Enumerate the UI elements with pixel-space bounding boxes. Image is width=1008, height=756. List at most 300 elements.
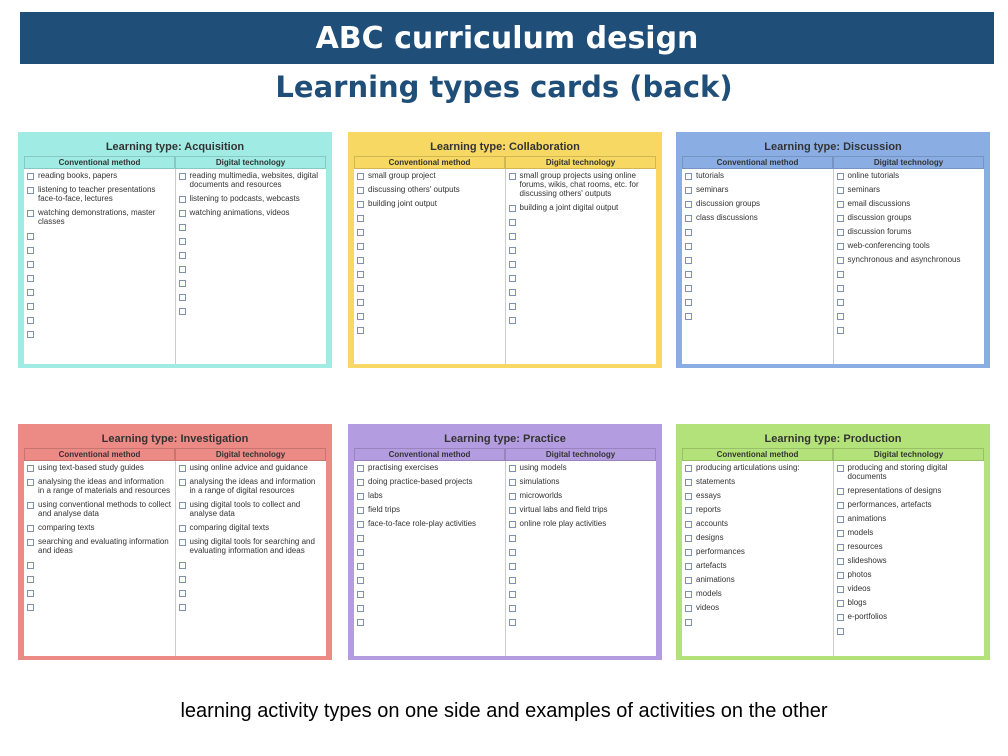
card-title: Learning type: Collaboration <box>430 141 580 153</box>
card-discussion <box>676 132 990 368</box>
list-item-label: comparing digital texts <box>189 523 270 532</box>
list-item-label: discussion groups <box>696 199 761 208</box>
checkbox-icon <box>357 507 364 514</box>
list-item-label: reading multimedia, websites, digital documents and resources <box>189 171 319 189</box>
list-item <box>179 560 324 569</box>
checkbox-icon <box>685 563 692 570</box>
list-item <box>509 171 654 198</box>
checkbox-icon <box>179 308 186 315</box>
checkbox-icon <box>27 317 34 324</box>
list-item <box>685 463 830 472</box>
list-item <box>27 500 172 518</box>
list-item-label: class discussions <box>696 213 758 222</box>
list-item <box>27 208 172 226</box>
list-item <box>179 236 324 245</box>
list-item <box>357 199 502 208</box>
checkbox-icon <box>357 549 364 556</box>
list-item-label: animations <box>696 575 735 584</box>
checkbox-icon <box>27 289 34 296</box>
checkbox-icon <box>685 201 692 208</box>
list-item <box>179 537 324 555</box>
list-item-label: web-conferencing tools <box>847 241 930 250</box>
list-item <box>837 584 982 593</box>
checkbox-icon <box>179 252 186 259</box>
list-item-label: discussion forums <box>847 227 912 236</box>
card-columns <box>682 461 984 656</box>
checkbox-icon <box>357 619 364 626</box>
list-item-label: seminars <box>847 185 880 194</box>
list-item <box>357 491 502 500</box>
list-item-label: virtual labs and field trips <box>519 505 608 514</box>
checkbox-icon <box>179 173 186 180</box>
checkbox-icon <box>179 576 186 583</box>
list-item <box>357 589 502 598</box>
list-item <box>685 311 830 320</box>
list-item <box>357 213 502 222</box>
digital-technology-list <box>176 169 327 364</box>
checkbox-icon <box>27 261 34 268</box>
list-item-label: listening to teacher presentations face-to-face, lectures <box>38 185 156 203</box>
checkbox-icon <box>509 493 516 500</box>
list-item <box>27 259 172 268</box>
card-investigation <box>18 424 332 660</box>
checkbox-icon <box>179 196 186 203</box>
list-item-label: resources <box>847 542 883 551</box>
conventional-method-list <box>24 461 176 656</box>
list-item <box>685 547 830 556</box>
card-collaboration <box>348 132 662 368</box>
list-item <box>509 231 654 240</box>
list-item-label: discussing others' outputs <box>368 185 460 194</box>
checkbox-icon <box>357 563 364 570</box>
checkbox-icon <box>27 275 34 282</box>
checkbox-icon <box>179 294 186 301</box>
list-item <box>685 269 830 278</box>
checkbox-icon <box>357 201 364 208</box>
list-item-label: discussion groups <box>847 213 912 222</box>
checkbox-icon <box>685 313 692 320</box>
list-item <box>685 505 830 514</box>
checkbox-icon <box>357 521 364 528</box>
checkbox-icon <box>685 619 692 626</box>
list-item-label: microworlds <box>519 491 563 500</box>
card-title: Learning type: Practice <box>444 433 566 445</box>
list-item <box>179 264 324 273</box>
conventional-method-header: Conventional method <box>354 448 505 461</box>
list-item <box>27 171 172 180</box>
footer-caption: learning activity types on one side and examples of activities on the other <box>180 700 828 722</box>
list-item <box>837 528 982 537</box>
checkbox-icon <box>27 604 34 611</box>
checkbox-icon <box>837 628 844 635</box>
list-item <box>357 533 502 542</box>
list-item-label: photos <box>847 570 872 579</box>
list-item <box>179 278 324 287</box>
list-item <box>357 227 502 236</box>
checkbox-icon <box>837 299 844 306</box>
list-item <box>357 325 502 334</box>
list-item <box>27 245 172 254</box>
list-item <box>179 250 324 259</box>
list-item <box>685 199 830 208</box>
list-item <box>179 574 324 583</box>
checkbox-icon <box>179 539 186 546</box>
list-item <box>837 213 982 222</box>
conventional-method-list <box>682 169 834 364</box>
list-item-label: face-to-face role-play activities <box>368 519 477 528</box>
list-item-label: performances, artefacts <box>847 500 932 509</box>
digital-technology-header: Digital technology <box>833 156 984 169</box>
list-item-label: animations <box>847 514 887 523</box>
list-item <box>837 255 982 264</box>
list-item <box>357 171 502 180</box>
list-item-label: small group projects using online forums, wikis, chat rooms, etc. for discussing others' outputs <box>519 171 639 198</box>
list-item-label: e-portfolios <box>847 612 888 621</box>
checkbox-icon <box>685 521 692 528</box>
list-item-label: using online advice and guidance <box>189 463 308 472</box>
list-item <box>837 325 982 334</box>
checkbox-icon <box>685 187 692 194</box>
list-item <box>179 463 324 472</box>
list-item <box>685 185 830 194</box>
checkbox-icon <box>27 331 34 338</box>
checkbox-icon <box>837 488 844 495</box>
digital-technology-header: Digital technology <box>175 156 326 169</box>
checkbox-icon <box>357 229 364 236</box>
list-item-label: blogs <box>847 598 867 607</box>
checkbox-icon <box>685 257 692 264</box>
list-item <box>509 491 654 500</box>
list-item <box>837 283 982 292</box>
checkbox-icon <box>27 303 34 310</box>
checkbox-icon <box>357 591 364 598</box>
list-item <box>837 542 982 551</box>
checkbox-icon <box>357 173 364 180</box>
list-item <box>685 575 830 584</box>
checkbox-icon <box>179 525 186 532</box>
list-item-label: statements <box>696 477 736 486</box>
list-item <box>509 287 654 296</box>
list-item <box>685 477 830 486</box>
list-item <box>179 523 324 532</box>
checkbox-icon <box>837 558 844 565</box>
list-item <box>179 292 324 301</box>
digital-technology-header: Digital technology <box>833 448 984 461</box>
list-item <box>357 311 502 320</box>
checkbox-icon <box>27 173 34 180</box>
checkbox-icon <box>509 549 516 556</box>
checkbox-icon <box>685 285 692 292</box>
list-item <box>509 617 654 626</box>
list-item <box>509 203 654 212</box>
checkbox-icon <box>685 493 692 500</box>
list-item <box>27 523 172 532</box>
checkbox-icon <box>179 224 186 231</box>
list-item <box>685 283 830 292</box>
checkbox-icon <box>27 210 34 217</box>
checkbox-icon <box>27 590 34 597</box>
list-item-label: accounts <box>696 519 729 528</box>
list-item <box>179 306 324 315</box>
list-item <box>509 547 654 556</box>
list-item <box>509 533 654 542</box>
list-item <box>357 547 502 556</box>
checkbox-icon <box>509 233 516 240</box>
list-item <box>357 463 502 472</box>
list-item-label: email discussions <box>847 199 911 208</box>
checkbox-icon <box>357 243 364 250</box>
list-item-label: practising exercises <box>368 463 439 472</box>
list-item <box>509 505 654 514</box>
checkbox-icon <box>357 493 364 500</box>
title-bar <box>20 12 994 64</box>
list-item-label: models <box>847 528 874 537</box>
list-item <box>357 617 502 626</box>
checkbox-icon <box>685 229 692 236</box>
checkbox-icon <box>179 465 186 472</box>
list-item-label: tutorials <box>696 171 725 180</box>
list-item <box>685 617 830 626</box>
checkbox-icon <box>509 507 516 514</box>
checkbox-icon <box>27 465 34 472</box>
list-item-label: doing practice-based projects <box>368 477 473 486</box>
list-item-label: synchronous and asynchronous <box>847 255 961 264</box>
list-item <box>357 297 502 306</box>
checkbox-icon <box>27 562 34 569</box>
conventional-method-list <box>682 461 834 656</box>
list-item <box>837 626 982 635</box>
checkbox-icon <box>509 591 516 598</box>
list-item <box>837 598 982 607</box>
checkbox-icon <box>179 479 186 486</box>
checkbox-icon <box>27 576 34 583</box>
checkbox-icon <box>357 257 364 264</box>
checkbox-icon <box>357 271 364 278</box>
list-item <box>27 287 172 296</box>
list-item <box>837 556 982 565</box>
list-item <box>27 477 172 495</box>
conventional-method-header: Conventional method <box>354 156 505 169</box>
card-columns <box>24 169 326 364</box>
checkbox-icon <box>509 275 516 282</box>
card-columns <box>354 461 656 656</box>
list-item <box>179 602 324 611</box>
checkbox-icon <box>685 271 692 278</box>
list-item <box>685 519 830 528</box>
card-columns <box>24 461 326 656</box>
list-item-label: online role play activities <box>519 519 607 528</box>
checkbox-icon <box>837 572 844 579</box>
list-item <box>509 589 654 598</box>
list-item-label: comparing texts <box>38 523 95 532</box>
checkbox-icon <box>179 590 186 597</box>
digital-technology-header: Digital technology <box>505 448 656 461</box>
conventional-method-list <box>354 169 506 364</box>
checkbox-icon <box>685 479 692 486</box>
checkbox-icon <box>509 247 516 254</box>
conventional-method-list <box>354 461 506 656</box>
checkbox-icon <box>357 535 364 542</box>
list-item <box>27 329 172 338</box>
checkbox-icon <box>685 549 692 556</box>
list-item-label: analysing the ideas and information in a range of materials and resources <box>38 477 171 495</box>
list-item <box>509 259 654 268</box>
list-item <box>357 283 502 292</box>
list-item <box>837 185 982 194</box>
list-item-label: artefacts <box>696 561 727 570</box>
checkbox-icon <box>685 243 692 250</box>
list-item <box>27 301 172 310</box>
checkbox-icon <box>179 210 186 217</box>
digital-technology-list <box>176 461 327 656</box>
list-item <box>837 171 982 180</box>
list-item <box>357 477 502 486</box>
list-item <box>509 477 654 486</box>
checkbox-icon <box>837 586 844 593</box>
checkbox-icon <box>27 502 34 509</box>
list-item-label: small group project <box>368 171 436 180</box>
checkbox-icon <box>837 465 844 472</box>
checkbox-icon <box>27 187 34 194</box>
checkbox-icon <box>509 619 516 626</box>
list-item-label: videos <box>696 603 720 612</box>
list-item <box>27 602 172 611</box>
list-item-label: reports <box>696 505 721 514</box>
card-practice <box>348 424 662 660</box>
list-item-label: using text-based study guides <box>38 463 144 472</box>
list-item-label: watching demonstrations, master classes <box>38 208 156 226</box>
list-item <box>837 463 982 481</box>
checkbox-icon <box>837 285 844 292</box>
digital-technology-list <box>506 461 657 656</box>
page-title: ABC curriculum design <box>315 20 699 56</box>
column-headers <box>682 448 984 461</box>
list-item-label: building joint output <box>368 199 437 208</box>
checkbox-icon <box>509 563 516 570</box>
list-item <box>837 486 982 495</box>
card-columns <box>354 169 656 364</box>
list-item <box>27 185 172 203</box>
checkbox-icon <box>179 266 186 273</box>
checkbox-icon <box>685 465 692 472</box>
card-production <box>676 424 990 660</box>
list-item <box>837 500 982 509</box>
list-item <box>179 194 324 203</box>
checkbox-icon <box>685 173 692 180</box>
list-item <box>685 561 830 570</box>
card-title: Learning type: Acquisition <box>105 141 245 153</box>
list-item <box>685 491 830 500</box>
list-item-label: watching animations, videos <box>189 208 290 217</box>
list-item <box>685 171 830 180</box>
list-item <box>27 574 172 583</box>
list-item-label: producing and storing digital documents <box>847 463 948 481</box>
page-subtitle: Learning types cards (back) <box>275 70 733 104</box>
list-item <box>509 561 654 570</box>
list-item-label: field trips <box>368 505 401 514</box>
conventional-method-list <box>24 169 176 364</box>
column-headers <box>24 156 326 169</box>
conventional-method-header: Conventional method <box>682 156 833 169</box>
checkbox-icon <box>509 303 516 310</box>
list-item-label: searching and evaluating information and ideas <box>38 537 169 555</box>
list-item <box>179 477 324 495</box>
column-headers <box>354 448 656 461</box>
list-item <box>27 231 172 240</box>
list-item-label: performances <box>696 547 745 556</box>
digital-technology-header: Digital technology <box>175 448 326 461</box>
list-item <box>685 297 830 306</box>
checkbox-icon <box>357 313 364 320</box>
checkbox-icon <box>837 201 844 208</box>
checkbox-icon <box>685 215 692 222</box>
checkbox-icon <box>837 614 844 621</box>
list-item <box>685 213 830 222</box>
list-item <box>837 297 982 306</box>
checkbox-icon <box>179 238 186 245</box>
list-item-label: using conventional methods to collect and analyse data <box>38 500 171 518</box>
checkbox-icon <box>837 544 844 551</box>
list-item <box>179 208 324 217</box>
list-item-label: representations of designs <box>847 486 942 495</box>
checkbox-icon <box>837 313 844 320</box>
digital-technology-list <box>834 169 985 364</box>
list-item <box>685 533 830 542</box>
list-item <box>179 222 324 231</box>
list-item <box>357 185 502 194</box>
checkbox-icon <box>685 577 692 584</box>
checkbox-icon <box>509 261 516 268</box>
list-item-label: using digital tools to collect and analyse data <box>189 500 301 518</box>
checkbox-icon <box>179 280 186 287</box>
list-item-label: simulations <box>519 477 560 486</box>
digital-technology-list <box>506 169 657 364</box>
checkbox-icon <box>837 243 844 250</box>
list-item <box>685 603 830 612</box>
checkbox-icon <box>27 525 34 532</box>
list-item-label: labs <box>368 491 383 500</box>
list-item <box>509 301 654 310</box>
list-item-label: using models <box>519 463 567 472</box>
list-item-label: using digital tools for searching and evaluating information and ideas <box>189 537 315 555</box>
list-item <box>685 589 830 598</box>
checkbox-icon <box>509 535 516 542</box>
list-item <box>27 588 172 597</box>
checkbox-icon <box>837 600 844 607</box>
conventional-method-header: Conventional method <box>24 448 175 461</box>
checkbox-icon <box>179 502 186 509</box>
list-item <box>509 519 654 528</box>
checkbox-icon <box>837 187 844 194</box>
checkbox-icon <box>685 299 692 306</box>
checkbox-icon <box>837 271 844 278</box>
checkbox-icon <box>357 479 364 486</box>
checkbox-icon <box>27 539 34 546</box>
checkbox-icon <box>685 605 692 612</box>
checkbox-icon <box>179 604 186 611</box>
checkbox-icon <box>27 233 34 240</box>
checkbox-icon <box>837 257 844 264</box>
list-item <box>27 537 172 555</box>
checkbox-icon <box>509 289 516 296</box>
list-item <box>357 505 502 514</box>
list-item <box>837 612 982 621</box>
checkbox-icon <box>509 205 516 212</box>
conventional-method-header: Conventional method <box>24 156 175 169</box>
card-columns <box>682 169 984 364</box>
conventional-method-header: Conventional method <box>682 448 833 461</box>
card-title: Learning type: Production <box>764 433 902 445</box>
